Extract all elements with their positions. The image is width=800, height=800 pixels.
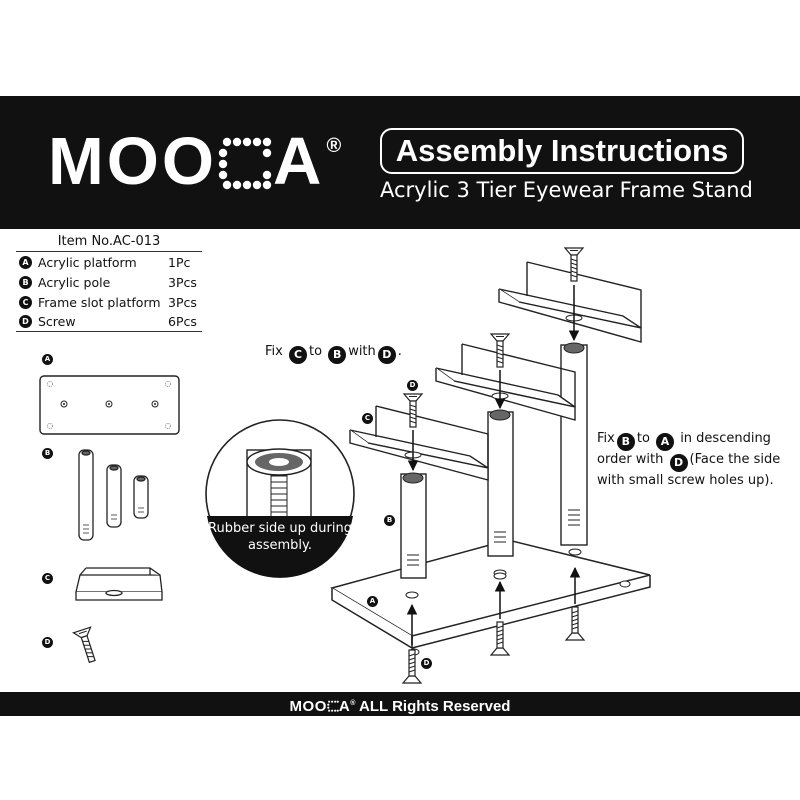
step1-part-b: B xyxy=(328,346,346,364)
step2-to: to xyxy=(636,431,650,446)
step1-fix: Fix xyxy=(265,344,283,359)
part-label-d: D xyxy=(42,637,53,648)
part-name: Acrylic pole xyxy=(38,274,111,290)
diagram-label-b: B xyxy=(384,515,395,526)
part-label-a: A xyxy=(42,354,53,365)
step2-part-d: D xyxy=(670,454,688,472)
instruction-step-2 xyxy=(597,430,785,489)
footer-rights-text: ALL Rights Reserved xyxy=(359,698,511,715)
brand-name-left: MOO xyxy=(48,124,218,199)
footer-dotted-c-icon xyxy=(327,700,339,712)
part-name: Screw xyxy=(38,314,76,329)
product-subtitle: Acrylic 3 Tier Eyewear Frame Stand xyxy=(380,178,753,202)
registered-mark: ® xyxy=(326,135,345,157)
part-name: Frame slot platform xyxy=(38,294,161,310)
part-qty: 6Pcs xyxy=(168,314,197,329)
assembly-title: Assembly Instructions xyxy=(380,128,744,174)
step2-fix: Fix xyxy=(597,431,615,446)
instruction-step-1 xyxy=(265,344,402,364)
step1-end: . xyxy=(397,344,402,359)
step1-with: with xyxy=(348,344,376,359)
item-number: Item No.AC-013 xyxy=(16,234,202,252)
step2-tail: (Face the side with small screw holes up). xyxy=(597,452,781,488)
part-letter-badge: B xyxy=(19,276,32,289)
part-label-c: C xyxy=(42,573,53,584)
part-b-poles-drawing xyxy=(79,450,148,540)
footer-registered: ® xyxy=(350,700,356,707)
footer-bar xyxy=(0,692,800,716)
step1-part-d: D xyxy=(378,346,396,364)
part-d-screw-drawing xyxy=(73,627,100,664)
diagram-label-d-top: D xyxy=(407,380,418,391)
step2-part-b: B xyxy=(617,433,635,451)
part-qty: 1Pc xyxy=(168,254,191,270)
step1-part-c: C xyxy=(289,346,307,364)
step1-to: to xyxy=(308,344,323,359)
part-c-slot-platform-drawing xyxy=(76,568,162,600)
rubber-detail-callout xyxy=(206,420,354,578)
diagram-label-a: A xyxy=(367,596,378,607)
part-letter-badge: C xyxy=(19,296,32,309)
diagram-label-d-bottom: D xyxy=(421,658,432,669)
part-letter-badge: A xyxy=(19,256,32,269)
part-letter-badge: D xyxy=(19,315,32,328)
rubber-side-note: Rubber side up during assembly. xyxy=(208,521,352,553)
footer-brand-left: MOO xyxy=(289,698,327,715)
part-a-platform-drawing xyxy=(40,376,179,434)
footer-brand-right: A xyxy=(338,698,351,715)
part-label-b: B xyxy=(42,448,53,459)
step2-mid: in descending order with xyxy=(597,431,771,467)
brand-name-right: A xyxy=(273,124,325,199)
diagram-label-c: C xyxy=(362,413,373,424)
part-name: Acrylic platform xyxy=(38,254,137,270)
part-qty: 3Pcs xyxy=(168,274,197,290)
step2-part-a: A xyxy=(656,433,674,451)
part-qty: 3Pcs xyxy=(168,294,197,310)
